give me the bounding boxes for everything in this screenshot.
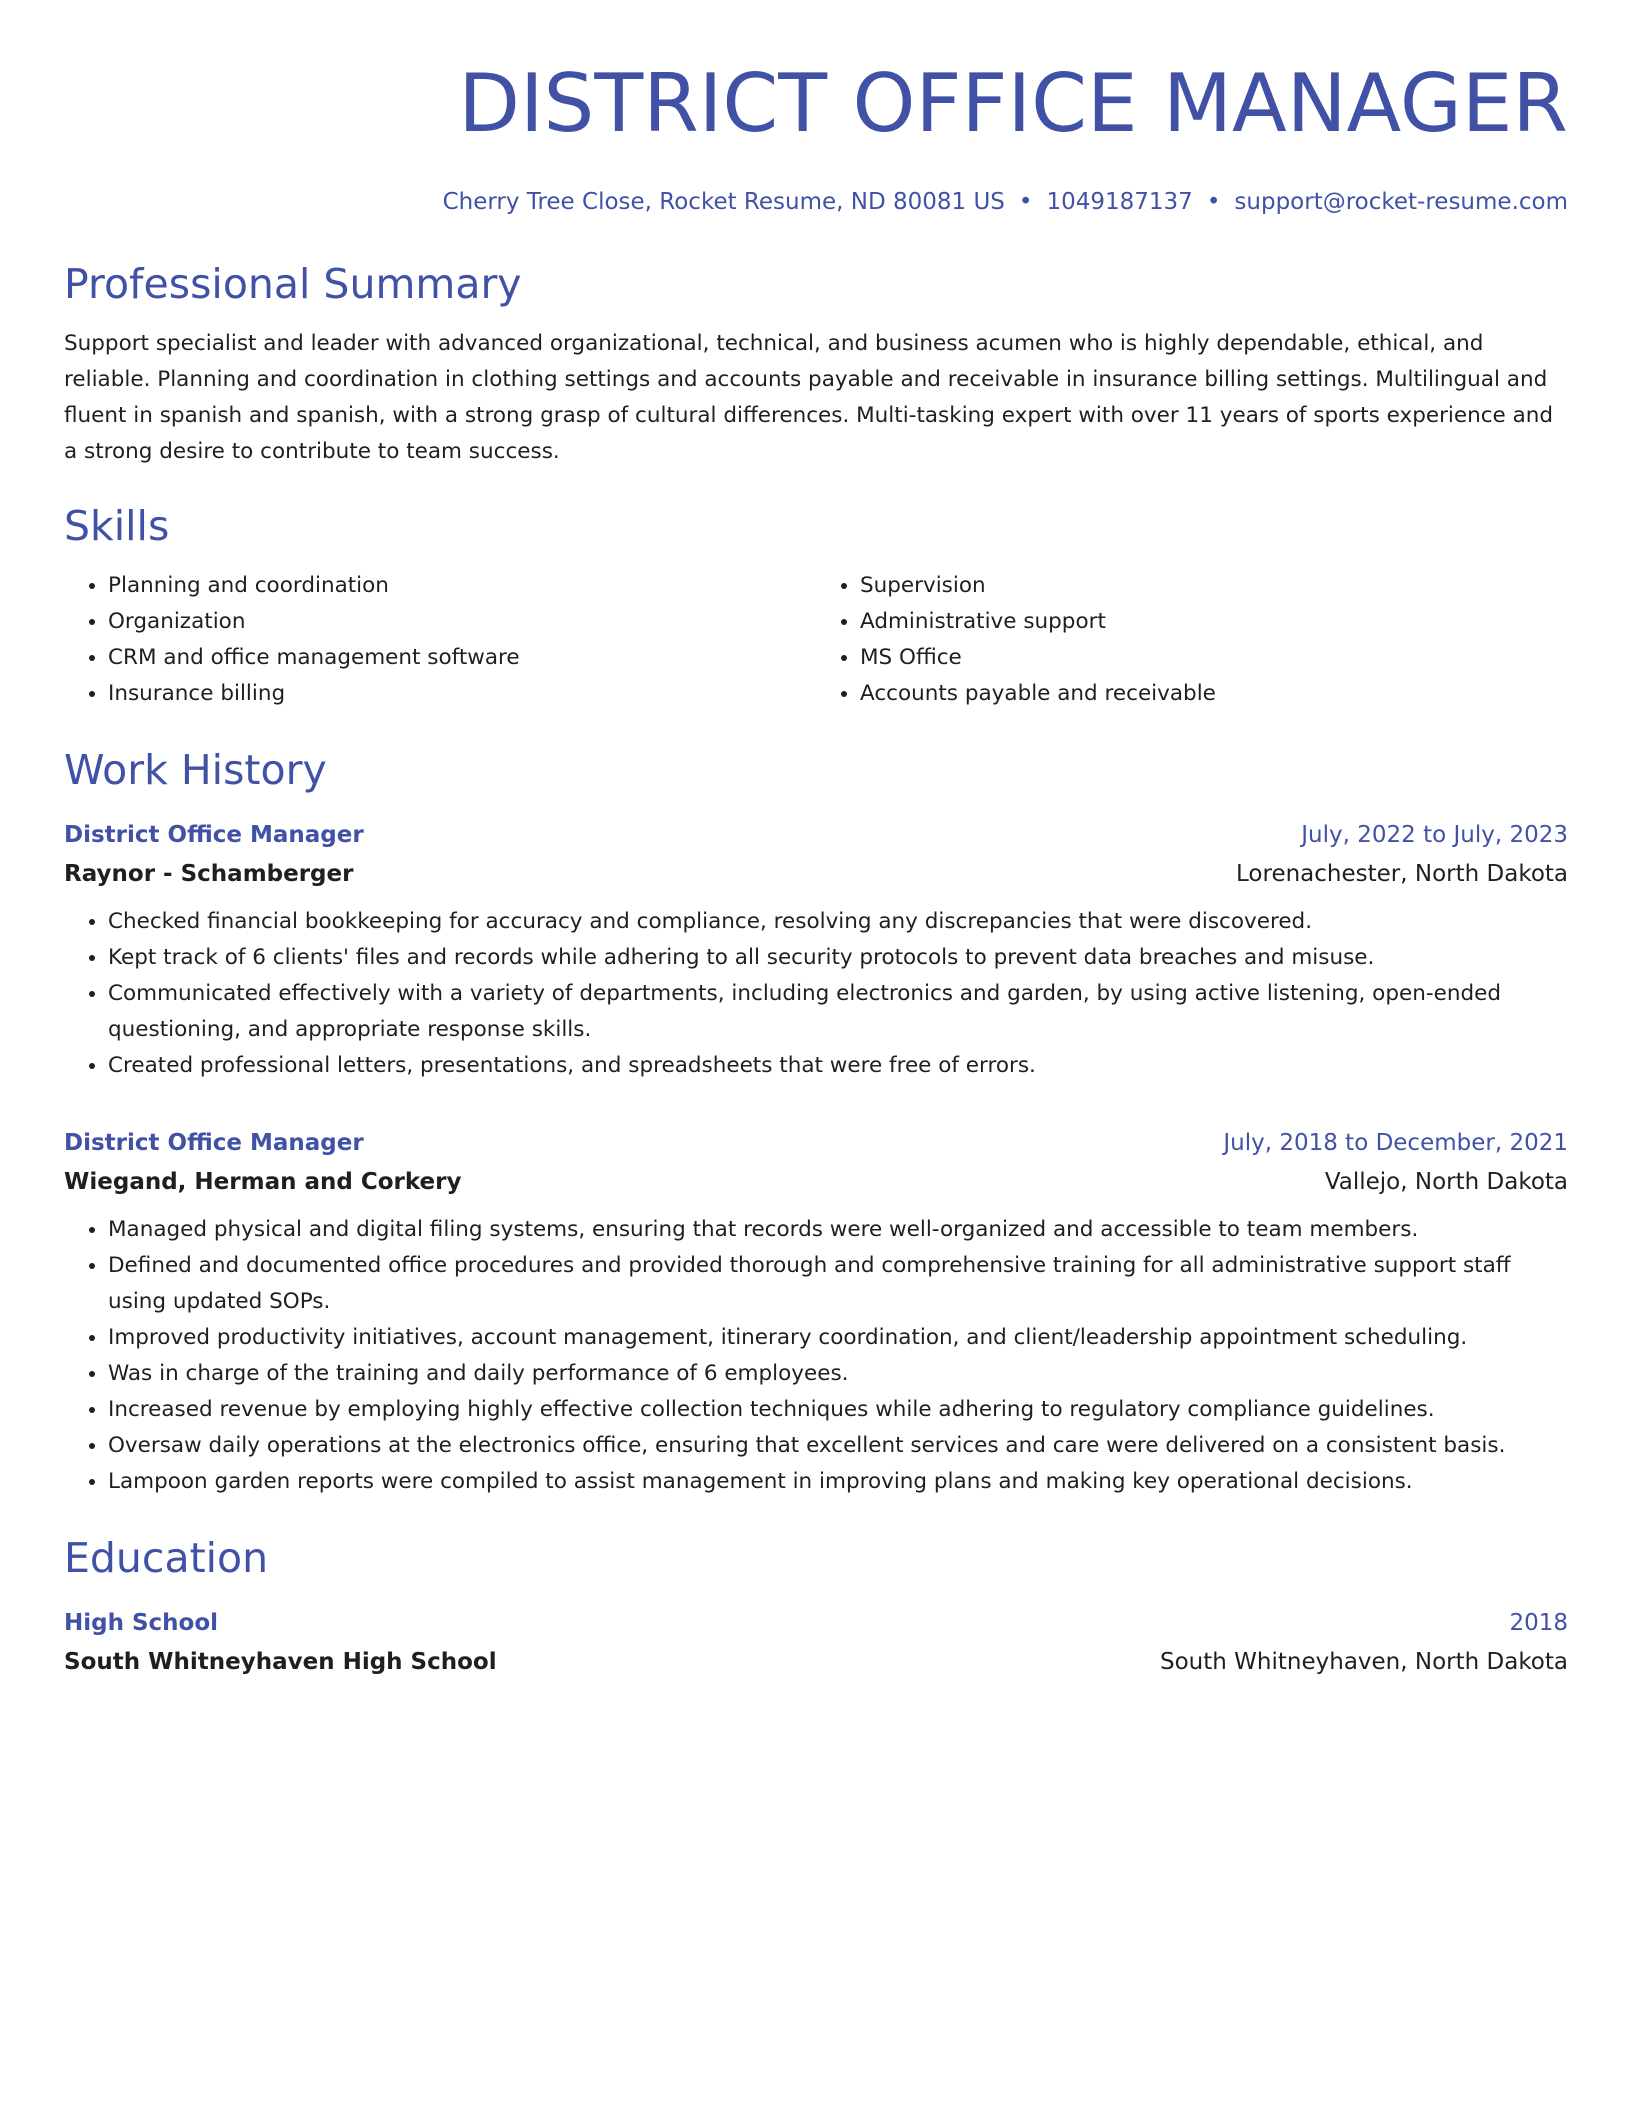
education-heading: Education bbox=[64, 1534, 269, 1582]
skill-item: • Insurance billing bbox=[108, 676, 816, 712]
skills-column-left bbox=[64, 568, 816, 712]
skill-item: • Planning and coordination bbox=[108, 568, 816, 604]
job-bullet: • Oversaw daily operations at the electronics office, ensuring that excellent services and care were delivered on a consistent basis. bbox=[108, 1428, 1568, 1464]
job-role: District Office Manager bbox=[64, 822, 364, 848]
job-bullet: • Improved productivity initiatives, account management, itinerary coordination, and client/leadership appointment scheduling. bbox=[108, 1320, 1568, 1356]
job-bullet: • Checked financial bookkeeping for accuracy and compliance, resolving any discrepancies that were discovered. bbox=[108, 904, 1568, 940]
skill-item: • CRM and office management software bbox=[108, 640, 816, 676]
contact-address: Cherry Tree Close, Rocket Resume, ND 80081 US bbox=[442, 189, 1005, 215]
job-company: Raynor - Schamberger bbox=[64, 861, 354, 887]
skills-column-right bbox=[816, 568, 1568, 712]
job-bullet: • Increased revenue by employing highly effective collection techniques while adhering to regulatory compliance guidelines. bbox=[108, 1392, 1568, 1428]
education-entry bbox=[64, 1604, 1568, 1682]
contact-phone: 1049187137 bbox=[1046, 189, 1193, 215]
contact-separator: • bbox=[1018, 189, 1033, 215]
job-bullet: • Lampoon garden reports were compiled to assist management in improving plans and making key operational decisions. bbox=[108, 1464, 1568, 1500]
contact-separator: • bbox=[1206, 189, 1221, 215]
skill-item: • Accounts payable and receivable bbox=[860, 676, 1568, 712]
summary-heading: Professional Summary bbox=[64, 260, 522, 308]
job-location: Vallejo, North Dakota bbox=[1324, 1169, 1568, 1195]
job-bullet: • Kept track of 6 clients' files and records while adhering to all security protocols to prevent data breaches and misuse. bbox=[108, 940, 1568, 976]
education-year: 2018 bbox=[1509, 1610, 1568, 1636]
resume-name: DISTRICT OFFICE MANAGER bbox=[458, 57, 1568, 150]
skills-list bbox=[64, 568, 1568, 712]
job-role: District Office Manager bbox=[64, 1130, 364, 1156]
education-degree: High School bbox=[64, 1610, 219, 1636]
job-dates: July, 2022 to July, 2023 bbox=[1301, 822, 1568, 848]
education-school: South Whitneyhaven High School bbox=[64, 1649, 497, 1675]
job-bullet: • Communicated effectively with a variety of departments, including electronics and garden, by using active listening, open-ended questioning, and appropriate response skills. bbox=[108, 976, 1568, 1048]
job-location: Lorenachester, North Dakota bbox=[1236, 861, 1568, 887]
job-bullet: • Was in charge of the training and daily performance of 6 employees. bbox=[108, 1356, 1568, 1392]
skill-item: • Supervision bbox=[860, 568, 1568, 604]
job-bullet: • Defined and documented office procedures and provided thorough and comprehensive training for all administrative support staff using updated SOPs. bbox=[108, 1248, 1568, 1320]
skill-item: • Administrative support bbox=[860, 604, 1568, 640]
job-bullets bbox=[64, 1212, 1568, 1500]
job-entry bbox=[64, 816, 1568, 1084]
skill-item: • MS Office bbox=[860, 640, 1568, 676]
job-entry bbox=[64, 1124, 1568, 1500]
skills-heading: Skills bbox=[64, 502, 170, 550]
contact-line bbox=[64, 184, 1568, 220]
contact-email[interactable]: support@rocket-resume.com bbox=[1234, 189, 1568, 215]
skill-item: • Organization bbox=[108, 604, 816, 640]
job-company: Wiegand, Herman and Corkery bbox=[64, 1169, 462, 1195]
work-heading: Work History bbox=[64, 746, 327, 794]
education-location: South Whitneyhaven, North Dakota bbox=[1160, 1649, 1568, 1675]
job-bullet: • Managed physical and digital filing systems, ensuring that records were well-organized and accessible to team members. bbox=[108, 1212, 1568, 1248]
job-bullet: • Created professional letters, presentations, and spreadsheets that were free of errors. bbox=[108, 1048, 1568, 1084]
job-bullets bbox=[64, 904, 1568, 1084]
summary-text: Support specialist and leader with advanced organizational, technical, and business acumen who is highly dependable, ethical, and reliable. Planning and coordination in clothing settings and accounts payable and receivable in insurance billing settings. Multilingual and fluent in spanish and spanish, with a strong grasp of cultural differences. Multi-tasking expert with over 11 years of sports experience and a strong desire to contribute to team success. bbox=[64, 331, 1554, 464]
job-dates: July, 2018 to December, 2021 bbox=[1223, 1130, 1568, 1156]
